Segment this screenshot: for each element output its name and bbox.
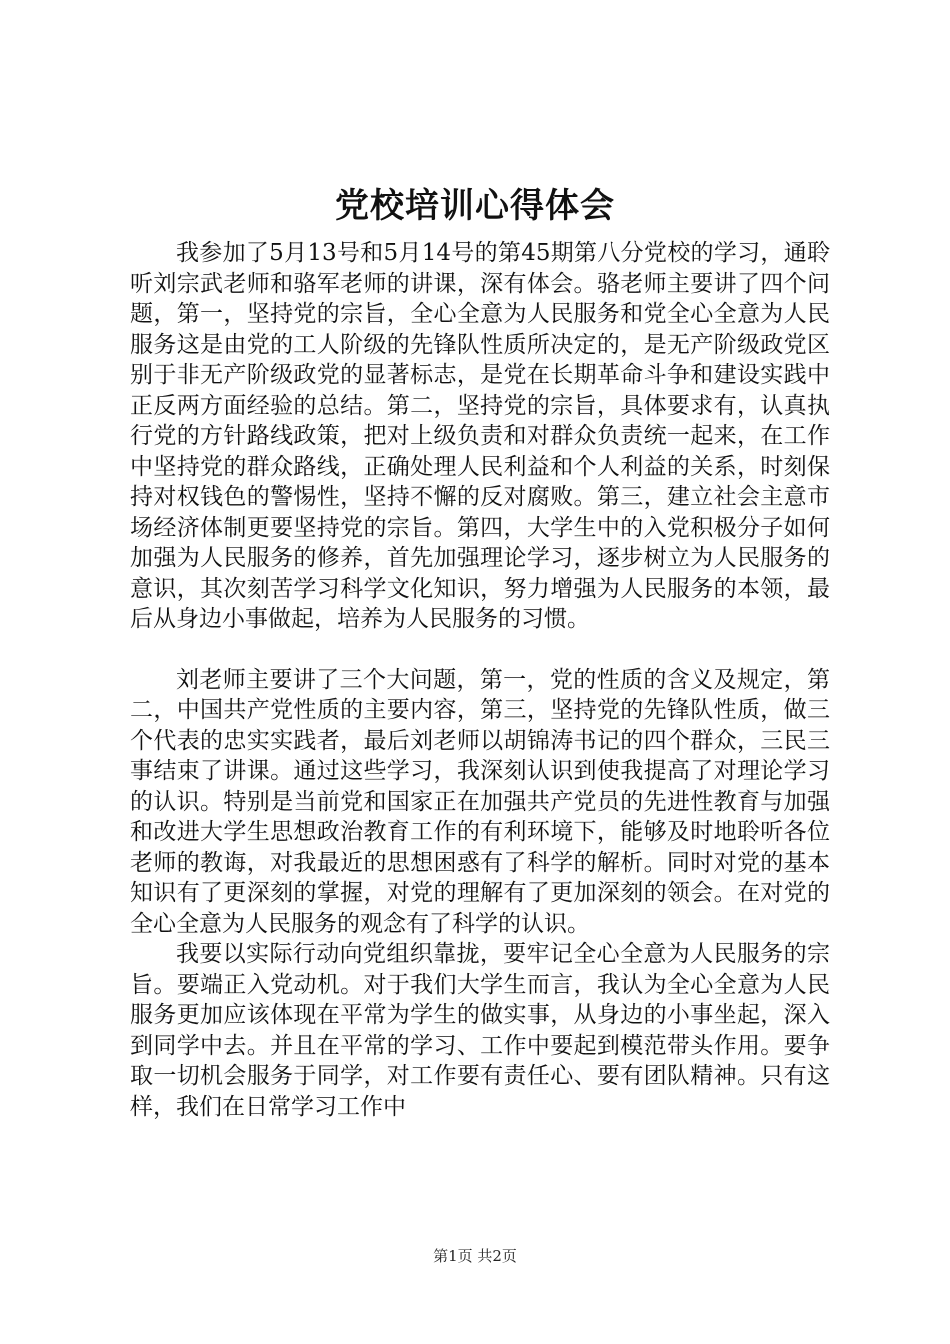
paragraph-3: 我要以实际行动向党组织靠拢，要牢记全心全意为人民服务的宗旨。要端正入党动机。对于我们大学生而言，我认为全心全意为人民服务更加应该体现在平常为学生的做实事，从身边的小事坐起，深入到同学中去。并且在平常的学习、工作中要起到模范带头作用。要争取一切机会服务于同学，对工作要有责任心、要有团队精神。只有这样，我们在日常学习工作中 [130, 941, 830, 1120]
document-title: 党校培训心得体会 [335, 186, 615, 226]
page-footer: 第1页 共2页 [433, 1247, 517, 1265]
paragraph-2: 刘老师主要讲了三个大问题，第一，党的性质的含义及规定，第二，中国共产党性质的主要内容，第三，坚持党的先锋队性质，做三个代表的忠实实践者，最后刘老师以胡锦涛书记的四个群众，三民三事结束了讲课。通过这些学习，我深刻认识到使我提高了对理论学习的认识。特别是当前党和国家正在加强共产党员的先进性教育与加强和改进大学生思想政治教育工作的有利环境下，能够及时地聆听各位老师的教诲，对我最近的思想困惑有了科学的解析。同时对党的基本知识有了更深刻的掌握，对党的理解有了更加深刻的领会。在对党的全心全意为人民服务的观念有了科学的认识。 [130, 666, 830, 937]
document-body [130, 238, 830, 1122]
paragraph-1: 我参加了5月13号和5月14号的第45期第八分党校的学习，通聆听刘宗武老师和骆军老师的讲课，深有体会。骆老师主要讲了四个问题，第一，坚持党的宗旨，全心全意为人民服务和党全心全意为人民服务这是由党的工人阶级的先锋队性质所决定的，是无产阶级政党区别于非无产阶级政党的显著标志，是党在长期革命斗争和建设实践中正反两方面经验的总结。第二，坚持党的宗旨，具体要求有，认真执行党的方针路线政策，把对上级负责和对群众负责统一起来，在工作中坚持党的群众路线，正确处理人民利益和个人利益的关系，时刻保持对权钱色的警惕性，坚持不懈的反对腐败。第三，建立社会主意市场经济体制更要坚持党的宗旨。第四，大学生中的入党积极分子如何加强为人民服务的修养，首先加强理论学习，逐步树立为人民服务的意识，其次刻苦学习科学文化知识，努力增强为人民服务的本领，最后从身边小事做起，培养为人民服务的习惯。 [130, 240, 830, 632]
